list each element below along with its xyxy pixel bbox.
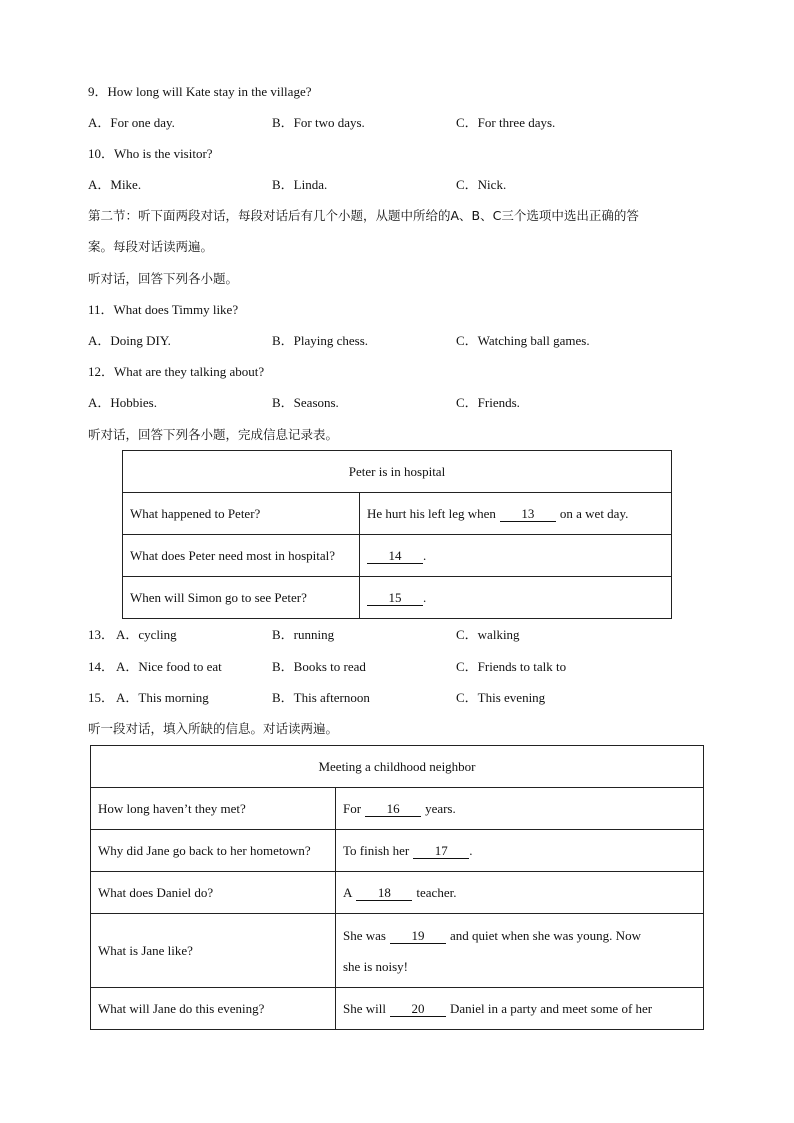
table-row — [123, 535, 672, 577]
question-10: 10．Who is the visitor? — [88, 146, 213, 161]
answer-blank: 14 — [367, 549, 423, 564]
table-question: What happened to Peter? — [123, 493, 360, 535]
q15-option-c: C．This evening — [456, 690, 546, 705]
table-question: What is Jane like? — [91, 914, 336, 988]
question-12: 12．What are they talking about? — [88, 364, 265, 379]
q10-option-a: A．Mike. — [88, 177, 142, 192]
q11-option-b: B．Playing chess. — [272, 333, 369, 348]
answer-blank: 13 — [500, 507, 556, 522]
table-row — [91, 788, 704, 830]
answer-blank: 17 — [413, 844, 469, 859]
q14-option-c: C．Friends to talk to — [456, 659, 567, 674]
answer-blank: 19 — [390, 929, 446, 944]
table-row — [123, 577, 672, 619]
dialog-instruction-1: 听对话，回答下列各小题。 — [88, 271, 239, 286]
q10-option-c: C．Nick. — [456, 177, 507, 192]
q13-option-c: C．walking — [456, 627, 520, 642]
table-question: Why did Jane go back to her hometown? — [91, 830, 336, 872]
q9-option-a: A．For one day. — [88, 115, 175, 130]
dialog-instruction-3: 听一段对话，填入所缺的信息。对话读两遍。 — [88, 721, 339, 736]
section2-instruction-line1: 第二节：听下面两段对话，每段对话后有几个小题，从题中所给的A、B、C三个选项中选出正确的答 — [88, 208, 639, 223]
question-15-number: 15． — [88, 690, 115, 705]
table-question: What will Jane do this evening? — [91, 988, 336, 1030]
table-answer: She will 20 Daniel in a party and meet some of her — [336, 988, 704, 1030]
table-row — [91, 830, 704, 872]
table-answer: He hurt his left leg when 13 on a wet day. — [360, 493, 672, 535]
q11-option-c: C．Watching ball games. — [456, 333, 590, 348]
q14-option-a: A．Nice food to eat — [116, 659, 222, 674]
q12-option-c: C．Friends. — [456, 395, 520, 410]
table-row — [91, 988, 704, 1030]
table-answer: 14 . — [360, 535, 672, 577]
table-title: Peter is in hospital — [123, 451, 672, 493]
table-question: When will Simon go to see Peter? — [123, 577, 360, 619]
table-answer: For 16 years. — [336, 788, 704, 830]
answer-blank: 15 — [367, 591, 423, 606]
table-question: What does Daniel do? — [91, 872, 336, 914]
info-table-peter — [122, 450, 672, 619]
answer-blank: 18 — [356, 886, 412, 901]
q13-option-a: A．cycling — [116, 627, 177, 642]
question-14-number: 14． — [88, 659, 115, 674]
question-9: 9．How long will Kate stay in the village? — [88, 84, 312, 99]
table-row — [91, 872, 704, 914]
question-11: 11．What does Timmy like? — [88, 302, 239, 317]
answer-blank: 20 — [390, 1002, 446, 1017]
table-row — [123, 493, 672, 535]
q15-option-b: B．This afternoon — [272, 690, 370, 705]
table-answer: 15 . — [360, 577, 672, 619]
q9-option-c: C．For three days. — [456, 115, 556, 130]
table-answer: To finish her 17 . — [336, 830, 704, 872]
table-answer: She was 19 and quiet when she was young. Now she is noisy! — [336, 914, 704, 988]
q11-option-a: A．Doing DIY. — [88, 333, 171, 348]
question-13-number: 13． — [88, 627, 115, 642]
table-row — [91, 914, 704, 988]
info-table-neighbor — [90, 745, 704, 1030]
dialog-instruction-2: 听对话，回答下列各小题，完成信息记录表。 — [88, 427, 339, 442]
section2-instruction-line2: 案。每段对话读两遍。 — [88, 239, 214, 254]
q9-option-b: B．For two days. — [272, 115, 365, 130]
q12-option-b: B．Seasons. — [272, 395, 339, 410]
q15-option-a: A．This morning — [116, 690, 209, 705]
answer-blank: 16 — [365, 802, 421, 817]
q10-option-b: B．Linda. — [272, 177, 328, 192]
q12-option-a: A．Hobbies. — [88, 395, 157, 410]
q13-option-b: B．running — [272, 627, 335, 642]
table-title: Meeting a childhood neighbor — [91, 746, 704, 788]
table-question: How long haven’t they met? — [91, 788, 336, 830]
q14-option-b: B．Books to read — [272, 659, 366, 674]
table-question: What does Peter need most in hospital? — [123, 535, 360, 577]
table-answer: A 18 teacher. — [336, 872, 704, 914]
